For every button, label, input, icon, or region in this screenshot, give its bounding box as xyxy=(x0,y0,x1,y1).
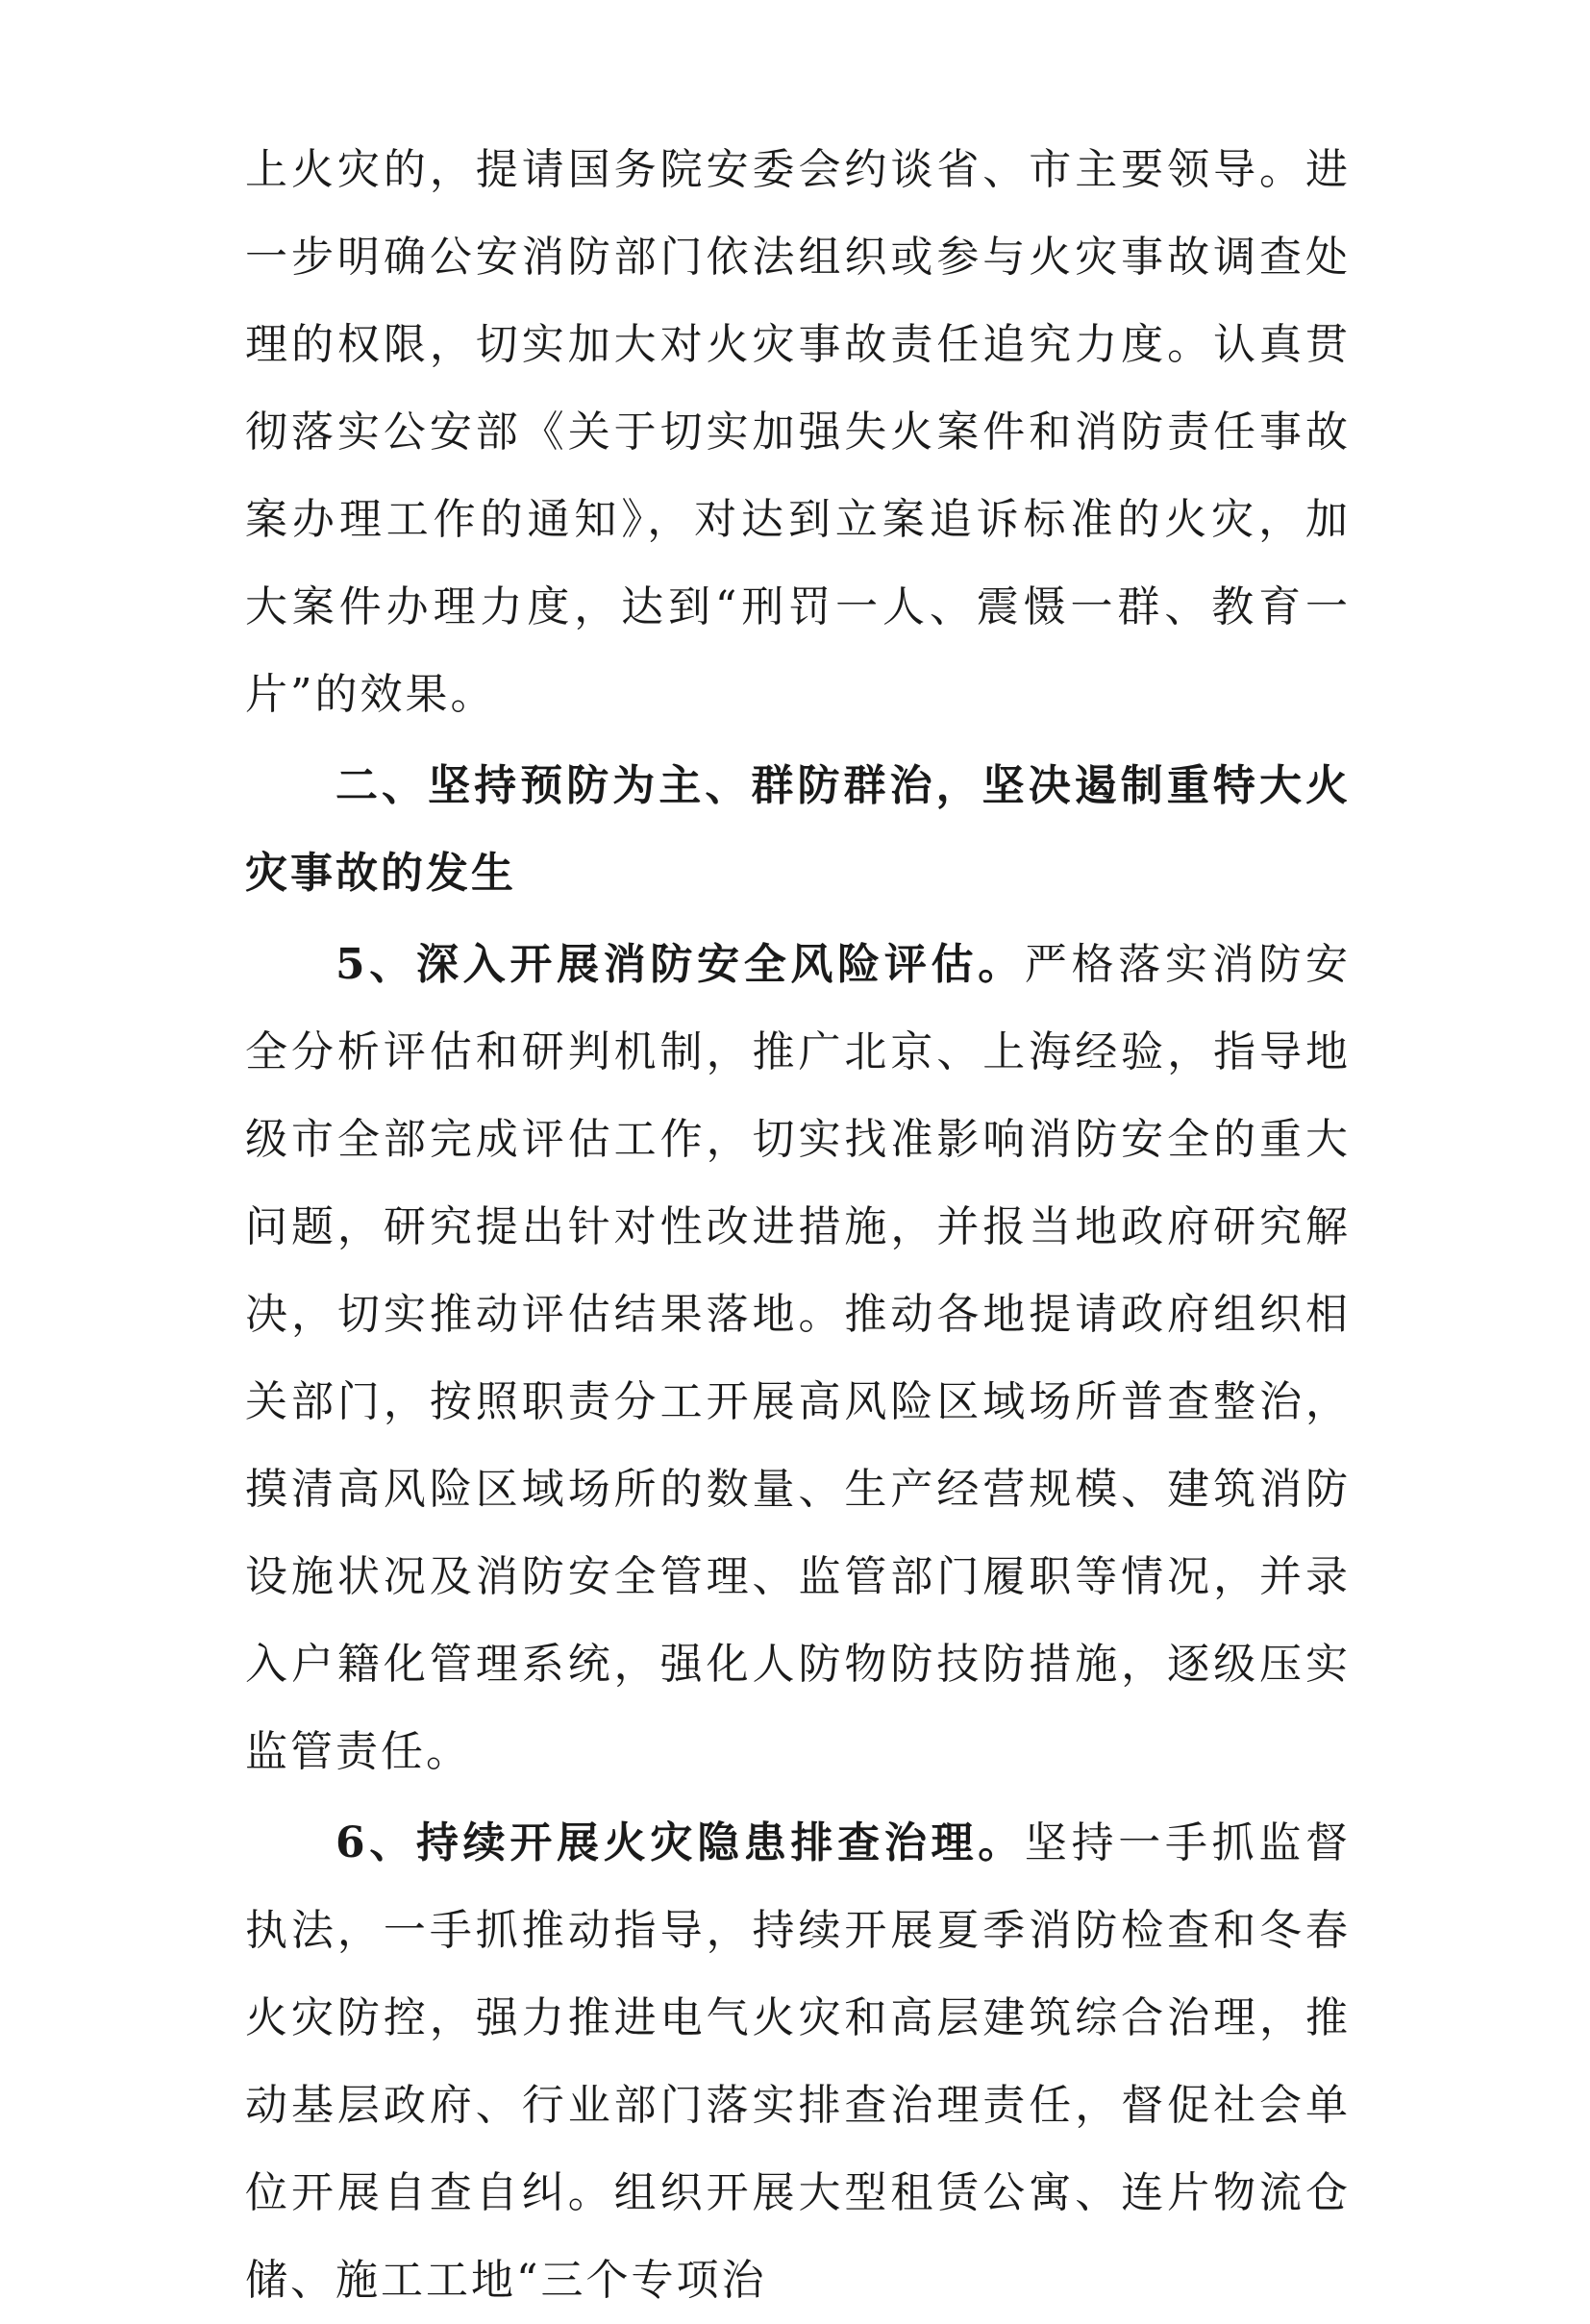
paragraph-item-5 xyxy=(245,921,1351,1795)
paragraph-item-6 xyxy=(245,1799,1351,2324)
item-6-text: 坚持一手抓监督执法，一手抓推动指导，持续开展夏季消防检查和冬春火灾防控，强力推进电气火灾和高层建筑综合治理，推动基层政府、行业部门落实排查治理责任，督促社会单位开展自查自纠。组织开展大型租赁公寓、连片物流仓储、施工工地“三个专项治 xyxy=(245,1818,1351,2305)
section-heading-2: 二、坚持预防为主、群防群治，坚决遏制重特大火灾事故的发生 xyxy=(245,761,1351,898)
item-5-text: 严格落实消防安全分析评估和研判机制，推广北京、上海经验，指导地级市全部完成评估工作，切实找准影响消防安全的重大问题，研究提出针对性改进措施，并报当地政府研究解决，切实推动评估结果落地。推动各地提请政府组织相关部门，按照职责分工开展高风险区域场所普查整治，摸清高风险区域场所的数量、生产经营规模、建筑消防设施状况及消防安全管理、监管部门履职等情况，并录入户籍化管理系统，强化人防物防技防措施，逐级压实监管责任。 xyxy=(245,940,1351,1776)
paragraph-continuation: 上火灾的，提请国务院安委会约谈省、市主要领导。进一步明确公安消防部门依法组织或参与火灾事故调查处理的权限，切实加大对火灾事故责任追究力度。认真贯彻落实公安部《关于切实加强失火案件和消防责任事故案办理工作的通知》，对达到立案追诉标准的火灾，加大案件办理力度，达到“刑罚一人、震慑一群、教育一片”的效果。 xyxy=(245,145,1351,719)
item-6-lead: 6、持续开展火灾隐患排查治理。 xyxy=(335,1818,1025,1867)
document-body xyxy=(245,126,1351,2324)
item-5-lead: 5、深入开展消防安全风险评估。 xyxy=(335,940,1025,989)
